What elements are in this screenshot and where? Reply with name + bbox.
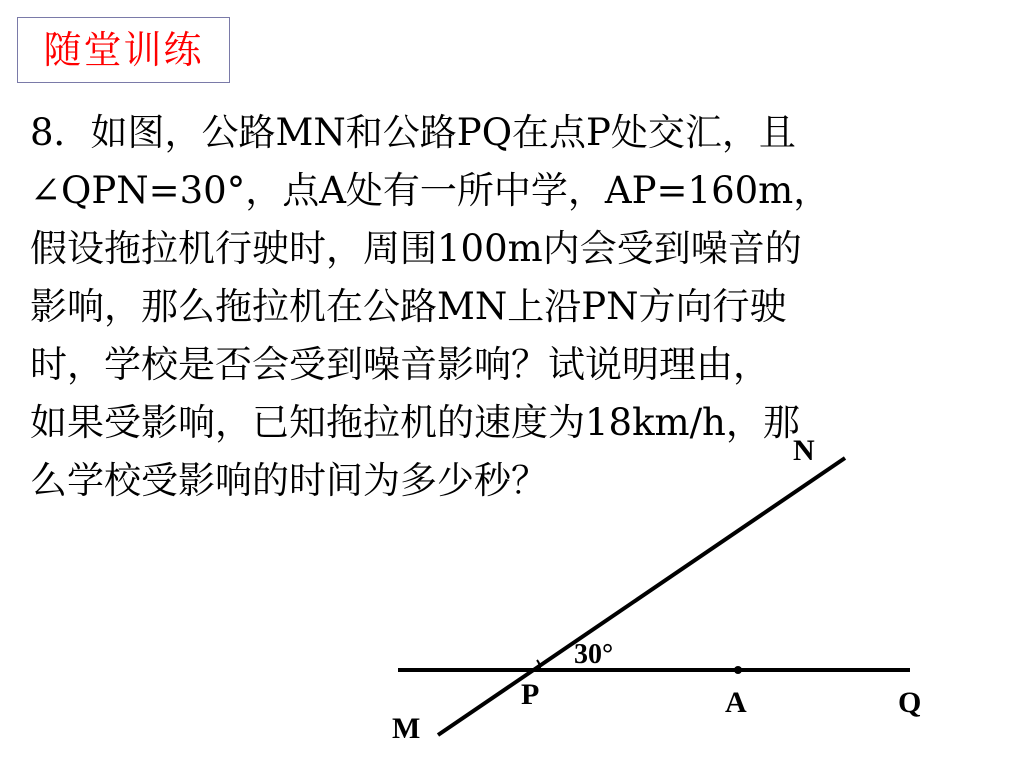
- problem-line: ∠QPN=30°，点A处有一所中学，AP=160m，: [30, 169, 831, 212]
- label-q: Q: [898, 686, 922, 719]
- problem-line: 么学校受影响的时间为多少秒？: [30, 459, 548, 502]
- problem-line: 假设拖拉机行驶时，周围100m内会受到噪音的: [30, 227, 802, 270]
- road-mn: [438, 458, 845, 735]
- problem-line: 如果受影响，已知拖拉机的速度为18km/h，那: [30, 401, 800, 444]
- problem-line: 影响，那么拖拉机在公路MN上沿PN方向行驶: [30, 285, 787, 328]
- point-a-dot: [734, 666, 742, 674]
- problem-line: 8．如图，公路MN和公路PQ在点P处交汇，且: [30, 111, 796, 154]
- problem-line: 时，学校是否会受到噪音影响？试说明理由，: [30, 343, 770, 386]
- label-m: M: [392, 712, 421, 745]
- label-p: P: [521, 678, 540, 711]
- label-a: A: [725, 686, 747, 719]
- label-n: N: [793, 434, 815, 467]
- label-angle: 30°: [574, 639, 614, 670]
- slide-title: 随堂训练: [43, 28, 204, 72]
